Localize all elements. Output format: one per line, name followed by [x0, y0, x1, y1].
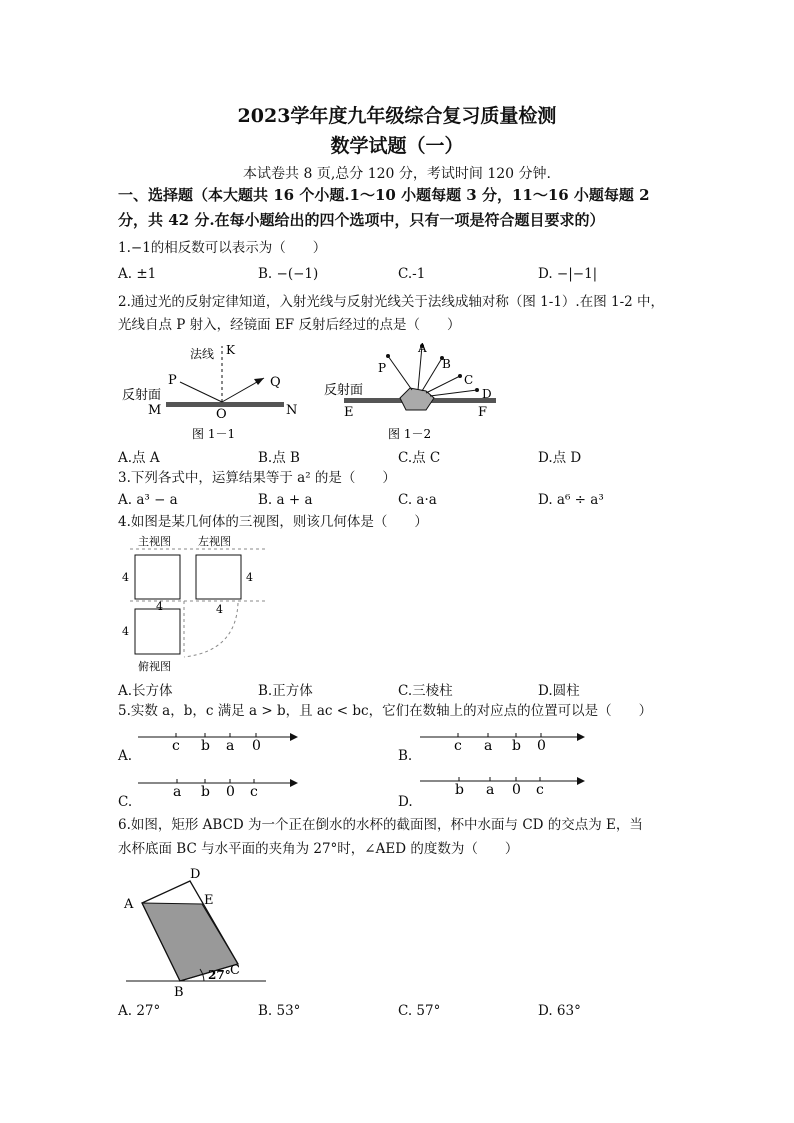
q2-option-a: A.点 A — [118, 450, 160, 466]
fig1-caption: 图 1－1 — [192, 427, 236, 441]
top-view-label: 俯视图 — [138, 660, 171, 673]
label-a: A — [124, 897, 134, 912]
figure-cup-rectangle — [118, 862, 278, 1002]
q6-stem-line2: 水杯底面 BC 与水平面的夹角为 27°时，∠AED 的度数为（ ） — [118, 841, 519, 857]
point-label: c — [172, 738, 180, 750]
angle-label: 27° — [208, 968, 231, 982]
point-label: 0 — [512, 782, 521, 794]
point-label: 0 — [252, 738, 261, 750]
dim-label: 4 — [156, 600, 163, 613]
mirror-label: 反射面 — [324, 383, 364, 398]
exam-title: 2023学年度九年级综合复习质量检测 — [237, 105, 557, 127]
front-view-label: 主视图 — [138, 535, 171, 548]
point-label: a — [226, 738, 235, 750]
section-heading-line2: 分，共 42 分.在每小题给出的四个选项中，只有一项是符合题目要求的） — [118, 211, 605, 229]
incident-ray — [180, 382, 222, 402]
point-label: c — [250, 784, 258, 796]
dim-label: 4 — [122, 625, 129, 638]
label-c: C — [464, 373, 474, 387]
q3-option-c: C. a·a — [398, 492, 437, 508]
q6-option-b: B. 53° — [258, 1003, 301, 1019]
q5-option-b-label: B. — [398, 748, 413, 764]
mirror-label: 反射面 — [122, 388, 162, 403]
fig2-caption: 图 1－2 — [388, 427, 432, 441]
q2-stem-line1: 2.通过光的反射定律知道，入射光线与反射光线关于法线成轴对称（图 1-1）.在图 1-2 中， — [118, 294, 665, 310]
exam-note: 本试卷共 8 页,总分 120 分，考试时间 120 分钟. — [243, 166, 551, 182]
figure-three-views — [118, 533, 268, 675]
point-label: 0 — [537, 738, 546, 750]
dim-label: 4 — [246, 571, 253, 584]
label-b: B — [442, 357, 451, 371]
q6-option-c: C. 57° — [398, 1003, 441, 1019]
label-b: B — [174, 985, 184, 1000]
q4-stem: 4.如图是某几何体的三视图，则该几何体是（ ） — [118, 514, 428, 530]
number-line-c — [136, 774, 301, 796]
q1-option-c: C.-1 — [398, 266, 426, 282]
figure-1-2 — [322, 338, 512, 443]
q2-option-b: B.点 B — [258, 450, 300, 466]
q2-stem-line2: 光线自点 P 射入，经镜面 EF 反射后经过的点是（ ） — [118, 317, 461, 333]
q5-option-a-label: A. — [118, 748, 133, 764]
point-label: b — [455, 782, 464, 794]
arrow-head — [254, 378, 264, 385]
exam-subtitle: 数学试题（一） — [330, 135, 464, 157]
number-line-a — [136, 728, 301, 750]
label-p: P — [168, 373, 177, 388]
point-label: b — [201, 784, 210, 796]
label-d: D — [190, 867, 201, 882]
q3-option-d: D. a⁶ ÷ a³ — [538, 492, 604, 508]
q5-option-d-label: D. — [398, 794, 413, 810]
q3-option-b: B. a + a — [258, 492, 313, 508]
q1-option-b: B. −(−1) — [258, 266, 319, 282]
point-label: c — [536, 782, 544, 794]
dim-label: 4 — [122, 571, 129, 584]
label-k: K — [226, 343, 235, 357]
number-line-d — [418, 772, 588, 794]
point-label: b — [201, 738, 210, 750]
dim-label: 4 — [216, 603, 223, 616]
q6-option-d: D. 63° — [538, 1003, 581, 1019]
number-line-b — [418, 728, 588, 750]
label-c: C — [230, 963, 240, 978]
normal-label: 法线 — [190, 347, 215, 361]
label-q: Q — [270, 375, 281, 390]
figure-1-1 — [118, 338, 308, 443]
point-label: b — [512, 738, 521, 750]
q6-option-a: A. 27° — [118, 1003, 161, 1019]
label-d: D — [482, 387, 492, 401]
label-e: E — [344, 405, 354, 420]
left-view-label: 左视图 — [198, 535, 231, 548]
q4-option-b: B.正方体 — [258, 683, 313, 699]
q3-stem: 3.下列各式中，运算结果等于 a² 的是（ ） — [118, 470, 396, 486]
point-label: a — [484, 738, 493, 750]
q4-option-a: A.长方体 — [118, 683, 173, 699]
label-f: F — [478, 405, 488, 420]
q6-stem-line1: 6.如图，矩形 ABCD 为一个正在倒水的水杯的截面图，杯中水面与 CD 的交点为 E，当 — [118, 817, 643, 833]
top-view-square — [135, 609, 180, 654]
point-label: c — [454, 738, 462, 750]
front-view-square — [135, 555, 180, 599]
label-m: M — [148, 403, 162, 418]
q4-option-c: C.三棱柱 — [398, 683, 453, 699]
q2-option-c: C.点 C — [398, 450, 441, 466]
label-e: E — [204, 893, 214, 908]
q3-option-a: A. a³ − a — [118, 492, 178, 508]
label-o: O — [216, 407, 227, 422]
point-label: a — [173, 784, 182, 796]
q5-stem: 5.实数 a，b，c 满足 a > b，且 ac < bc，它们在数轴上的对应点的位置可以是（ ） — [118, 703, 653, 719]
label-n: N — [286, 403, 298, 418]
label-p: P — [378, 361, 387, 375]
left-view-square — [196, 555, 241, 599]
q1-option-d: D. −|−1| — [538, 266, 598, 282]
q5-option-c-label: C. — [118, 794, 133, 810]
label-a: A — [418, 341, 427, 355]
q2-option-d: D.点 D — [538, 450, 582, 466]
section-heading-line1: 一、选择题（本大题共 16 个小题.1～10 小题每题 3 分，11～16 小题每题 2 — [118, 186, 650, 204]
point-label: a — [486, 782, 495, 794]
q1-stem: 1.−1的相反数可以表示为（ ） — [118, 240, 327, 256]
q1-option-a: A. ±1 — [118, 266, 157, 282]
point-label: 0 — [226, 784, 235, 796]
q4-option-d: D.圆柱 — [538, 683, 580, 699]
